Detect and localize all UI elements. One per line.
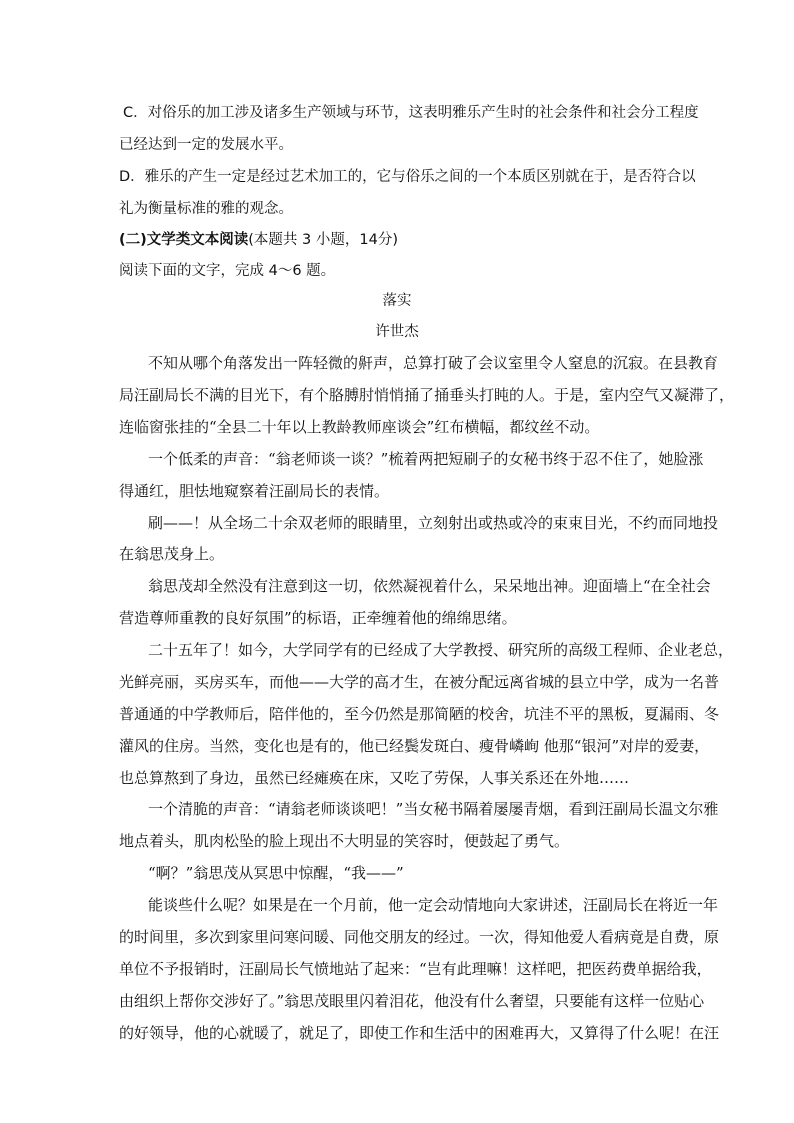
- story-line: 由组织上帮你交涉好了。”翁思茂眼里闪着泪花，他没有什么奢望，只要能有这样一位贴心: [119, 992, 705, 1010]
- section-heading: [119, 230, 398, 250]
- story-line: 能谈些什么呢？如果是在一个月前，他一定会动情地向大家讲述，汪副局长在将近一年: [148, 896, 719, 914]
- story-line: 的时间里，多次到家里问寒问暖、同他交朋友的经过。一次，得知他爱人看病竟是自费，原: [119, 928, 720, 946]
- story-line: 的好领导，他的心就暖了，就足了，即使工作和生活中的困难再大，又算得了什么呢！在汪: [119, 1024, 720, 1042]
- story-line: 普通通的中学教师后，陪伴他的，至今仍然是那简陋的校舍，坑洼不平的黑板，夏漏雨、冬: [119, 705, 720, 723]
- story-line: 刷——！从全场二十余双老师的眼睛里，立刻射出或热或冷的束束目光，不约而同地投: [148, 514, 719, 532]
- story-line: 也总算熬到了身边，虽然已经瘫痪在床，又吃了劳保，人事关系还在外地……: [119, 769, 630, 787]
- option-c-line-2: 已经达到一定的发展水平。: [119, 137, 293, 153]
- story-line: 二十五年了！如今，大学同学有的已经成了大学教授、研究所的高级工程师、企业老总，: [148, 641, 734, 659]
- story-line: “啊？”翁思茂从冥思中惊醒，“我——”: [148, 864, 404, 882]
- story-line: 营造尊师重教的良好氛围”的标语，正牵缠着他的绵绵思绪。: [119, 609, 517, 627]
- section-heading-rest: (本题共 3 小题，14分): [248, 232, 398, 248]
- option-d-line-2: 礼为衡量标准的雅的观念。: [119, 201, 293, 217]
- story-title: 落实: [382, 293, 412, 309]
- section-instruction: 阅读下面的文字，完成 4～6 题。: [119, 263, 336, 279]
- story-line: 一个清脆的声音：“请翁老师谈谈吧！”当女秘书隔着屡屡青烟，看到汪副局长温文尔雅: [148, 800, 719, 818]
- option-c-line-1: C．对俗乐的加工涉及诸多生产领域与环节，这表明雅乐产生时的社会条件和社会分工程度: [123, 105, 699, 121]
- story-line: 局汪副局长不满的目光下，有个胳膊肘悄悄捅了捅垂头打盹的人。于是，室内空气又凝滞了，: [119, 386, 735, 404]
- section-heading-bold: (二)文学类文本阅读: [119, 232, 249, 248]
- story-line: 翁思茂却全然没有注意到这一切，依然凝视着什么，呆呆地出神。迎面墙上“在全社会: [148, 577, 711, 595]
- story-line: 光鲜亮丽，买房买车，而他——大学的高才生，在被分配远离省城的县立中学，成为一名普: [119, 673, 720, 691]
- story-author: 许世杰: [375, 324, 419, 340]
- story-line: 单位不予报销时，汪副局长气愤地站了起来：“岂有此理嘛！这样吧，把医药费单据给我，: [119, 960, 712, 978]
- story-line: 一个低柔的声音：“翁老师谈一谈？”梳着两把短刷子的女秘书终于忍不住了，她脸涨: [148, 450, 704, 468]
- story-line: 灌风的住房。当然，变化也是有的，他已经鬓发斑白、瘦骨嶙峋 他那“银河”对岸的爱妻，: [119, 737, 710, 755]
- option-d-line-1: D．雅乐的产生一定是经过艺术加工的，它与俗乐之间的一个本质区别就在于，是否符合以: [119, 169, 696, 185]
- story-line: 在翁思茂身上。: [119, 545, 225, 563]
- story-line: 得通红，胆怯地窥察着汪副局长的表情。: [119, 482, 390, 500]
- story-line: 连临窗张挂的“全县二十年以上教龄教师座谈会”红布横幅，都纹丝不动。: [119, 418, 600, 436]
- story-line: 地点着头，肌肉松坠的脸上现出不大明显的笑容时，便鼓起了勇气。: [119, 832, 570, 850]
- story-line: 不知从哪个角落发出一阵轻微的鼾声，总算打破了会议室里令人窒息的沉寂。在县教育: [148, 354, 719, 372]
